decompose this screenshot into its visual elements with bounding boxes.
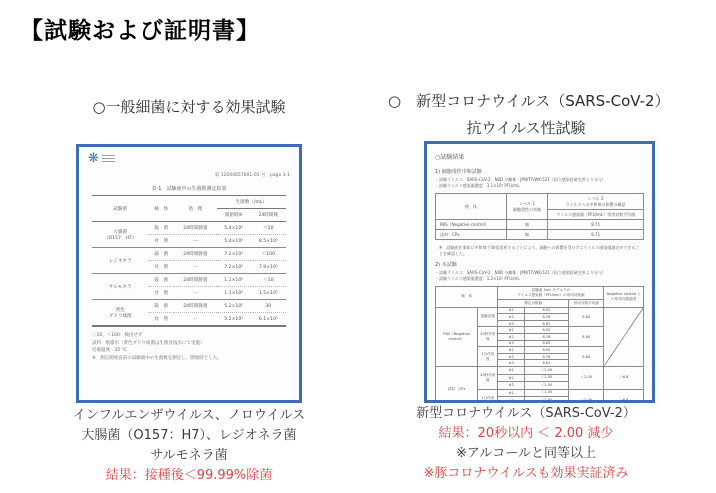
- cell: 5.4×10⁵: [217, 235, 251, 248]
- col-header-level2-sub: ウイルス感染価（PFU/mL）常用対数平均値: [548, 210, 644, 220]
- cell: 24時間静置: [174, 274, 217, 287]
- maintest-bullet: ・試験ウイルス：SARS-CoV-2 NIID 分離株：JPN/TY/WK-521（国立感染症研究所より分与）: [435, 270, 606, 276]
- header-line: レベル 2: [587, 195, 604, 201]
- cell: 無: [506, 230, 548, 240]
- meas-value: 8.92: [524, 307, 568, 314]
- cell: 7.2×10⁵: [217, 248, 251, 261]
- meas-value: ＜2.00: [524, 397, 568, 403]
- header-line: レベル 1: [519, 200, 535, 206]
- table-row: [92, 274, 286, 287]
- meas-value: 8.81: [524, 360, 568, 367]
- meas-value: ＜2.00: [524, 366, 568, 374]
- result-heading: ○試験結果: [435, 154, 465, 161]
- bacteria-name: [92, 300, 148, 327]
- caption-line: 大腸菌（O157：H7）、レジオネラ菌: [81, 428, 297, 444]
- caption-line: 新型コロナウイルス（SARS-CoV-2）: [416, 406, 636, 421]
- certificate-frame-sarscov2: [424, 141, 655, 403]
- virus-report-document: [427, 144, 652, 403]
- meas-id: #1: [498, 307, 524, 314]
- cell: 5.2×10⁵: [217, 300, 251, 313]
- footnote: 培養温度：35 ℃: [92, 348, 127, 354]
- cell: 5.2×10⁵: [217, 313, 251, 327]
- bacteria-table-title: 表-1 試験液中の生菌数測定結果: [151, 186, 227, 192]
- meas-value: 8.78: [524, 333, 568, 340]
- time-label: 20秒作用後: [478, 366, 498, 389]
- result-line: 結果：接種後＜99.99%除菌: [105, 468, 273, 484]
- cell: 1.1×10⁵: [217, 287, 251, 300]
- meas-value: ＜2.00: [524, 374, 568, 382]
- pretest-title: 1) 細胞毒性中和試験: [435, 169, 482, 175]
- col-header-start: 開始時※: [217, 209, 251, 222]
- avg-value: ＜2.00: [569, 389, 604, 403]
- right-section-heading-line1: ○ 新型コロナウイルス（SARS-CoV-2）: [388, 92, 670, 110]
- maintest-title: 2) 本試験: [435, 262, 457, 269]
- bacteria-name-line2: ブドウ球菌: [108, 313, 132, 319]
- bacteria-report-document: [79, 147, 299, 363]
- table-row: [436, 307, 644, 314]
- cell: ー: [174, 287, 217, 300]
- lab-logo-icon: ❋: [88, 151, 99, 166]
- diff-value: ＞6.8: [604, 389, 644, 403]
- meas-id: #2: [498, 374, 524, 382]
- main-test-table: [435, 286, 644, 403]
- meas-id: #3: [498, 340, 524, 347]
- meas-id: #1: [498, 389, 524, 397]
- bacteria-name-line1: 大腸菌: [113, 229, 128, 235]
- cell: 無: [506, 220, 548, 230]
- table-row: [436, 220, 644, 230]
- cell: 24時間静置: [174, 222, 217, 235]
- cell: 対 照: [148, 261, 174, 274]
- meas-value: ＜2.00: [524, 382, 568, 390]
- meas-value: 8.92: [524, 347, 568, 354]
- meas-id: #3: [498, 360, 524, 367]
- meas-id: #3: [498, 320, 524, 327]
- bacteria-name-line1: レジオネラ: [108, 258, 132, 264]
- avg-value: ＜2.00: [569, 366, 604, 389]
- cell: 7.9×10⁵: [251, 261, 286, 274]
- cell: 対 照: [148, 313, 174, 327]
- caption-line: ※アルコールと同等以上: [455, 446, 597, 462]
- header-line: 試験液 5mL モデルでの: [531, 288, 571, 293]
- cell: 殺 菌: [148, 248, 174, 261]
- header-line: ウイルス感染価（PFU/mL）の常用対数値: [517, 293, 585, 298]
- result-line: 結果：20秒以内 ＜ 2.00 減少: [438, 426, 614, 442]
- bacteria-name-line1: 黄色: [115, 307, 125, 313]
- meas-value: 8.81: [524, 320, 568, 327]
- cell: ＜10: [251, 274, 286, 287]
- caption-line: サルモネラ菌: [150, 448, 228, 464]
- bacteria-name: [92, 274, 148, 300]
- cell: ＜10: [251, 222, 286, 235]
- cell: 8.71: [548, 230, 644, 240]
- footnote: 試料：噴霧水（黄色ブドウ球菌は生理食塩水にて実施）: [92, 340, 205, 346]
- lab-logo-text-lines: [102, 155, 115, 156]
- meas-id: #2: [498, 333, 524, 340]
- time-label: 1分作用後: [478, 347, 498, 367]
- cell: ー: [174, 313, 217, 327]
- cell: 5.4×10⁵: [217, 222, 251, 235]
- col-header-treatment: 処 理: [174, 196, 217, 222]
- cell: 1.1×10⁵: [217, 274, 251, 287]
- meas-value: 8.82: [524, 340, 568, 347]
- certificate-frame-bacteria: [76, 144, 302, 403]
- table-row: [92, 248, 286, 261]
- report-footnotes: [92, 332, 288, 363]
- time-label: 接触直後: [478, 307, 498, 327]
- col-header-measured: 測定対数値: [498, 299, 569, 307]
- meas-value: ＜2.00: [524, 389, 568, 397]
- avg-value: 8.84: [569, 347, 604, 367]
- cell: 殺 菌: [148, 300, 174, 313]
- diff-value: ＞6.8: [604, 366, 644, 389]
- doc-ref-number: 第 12044657001-01 号 page 3-1: [214, 173, 290, 178]
- table-row: [436, 230, 644, 240]
- table-row: [92, 300, 286, 313]
- bacteria-name-line2: （O157：H7）: [103, 235, 137, 241]
- bacteria-name: [92, 248, 148, 274]
- table-header-row: [92, 196, 286, 209]
- col-header-count-group: 生菌数（/mL）: [217, 196, 286, 209]
- col-header-specimen: 検 体: [436, 287, 498, 307]
- meas-id: #3: [498, 382, 524, 390]
- meas-id: #2: [498, 353, 524, 360]
- maintest-bullet: ・試験ウイルス感染価濃度：1.2×10⁷ PFU/mL: [435, 276, 520, 282]
- avg-value: 8.84: [569, 327, 604, 347]
- pretest-bullet: ・試験ウイルス感染価濃度：3.1×10⁵ PFU/mL: [435, 183, 520, 188]
- footnote: ※ 測定開始直前の試験液中の生菌数を測定し、開始時とした。: [92, 355, 222, 361]
- header-line: ウイルスへの中和剤の影響の確認: [565, 201, 626, 207]
- bacteria-name-line1: サルモネラ: [108, 284, 132, 290]
- cell: ー: [174, 235, 217, 248]
- pretest-note: ※ 試験液を事前に中和剤で30倍希釈することにより、細胞への影響を受けずにウイルス感染価測定ができることを確認した。: [439, 245, 640, 257]
- table-row: [436, 366, 644, 374]
- col-header-mid: [498, 287, 604, 300]
- meas-value: 8.92: [524, 327, 568, 334]
- time-label: 1分作用後: [478, 389, 498, 403]
- cell: 30: [251, 300, 286, 313]
- left-caption: [52, 406, 326, 487]
- bacteria-table: [92, 195, 286, 327]
- neutralization-table: [435, 193, 644, 240]
- meas-value: 8.76: [524, 314, 568, 321]
- col-header-bacteria: 試験菌: [92, 196, 148, 222]
- cell: 6.1×10⁵: [251, 313, 286, 327]
- lab-logo-row: [88, 152, 290, 170]
- cell: 殺 菌: [148, 274, 174, 287]
- col-header-diff: Negative control との常用対数値差: [604, 287, 644, 307]
- time-label: 20秒作用後: [478, 327, 498, 347]
- cell: 24時間静置: [174, 248, 217, 261]
- cell: 8.71: [548, 220, 644, 230]
- right-section-heading-line2: 抗ウイルス性試験: [466, 119, 586, 137]
- col-header-level1: [506, 194, 548, 220]
- header-line: 細胞毒性の有無: [513, 206, 542, 212]
- meas-id: #2: [498, 397, 524, 403]
- diff-diagonal-cell: [604, 307, 644, 366]
- cell: 24時間静置: [174, 300, 217, 313]
- specimen-cpx: 試料 CPx: [436, 366, 478, 403]
- cell: 試料 CPx: [436, 230, 507, 240]
- cell: 殺 菌: [148, 222, 174, 235]
- table-header-row: [436, 287, 644, 300]
- table-header-row: [436, 194, 644, 210]
- col-header-average: 常用対数平均値: [569, 299, 604, 307]
- cell: 8.5×10⁵: [251, 235, 286, 248]
- bacteria-name: [92, 222, 148, 248]
- cell: ＜100: [251, 248, 286, 261]
- page-title: 【試験および証明書】: [20, 18, 260, 44]
- right-caption: [384, 404, 668, 485]
- specimen-pbs: PBS（Negative control）: [436, 307, 478, 366]
- right-section-heading: [388, 88, 670, 142]
- col-header-specimen: 検 体: [436, 194, 507, 220]
- cell: ー: [174, 261, 217, 274]
- meas-id: #1: [498, 327, 524, 334]
- cell: PBS（Negative control）: [436, 220, 507, 230]
- result-line: ※豚コロナウイルスも効果実証済み: [423, 466, 629, 482]
- footnote: ＜10、＜100：検出せず: [92, 333, 143, 338]
- left-section-heading: ○一般細菌に対する効果試験: [92, 98, 286, 116]
- meas-value: 8.78: [524, 353, 568, 360]
- cell: 7.2×10⁵: [217, 261, 251, 274]
- col-header-level2: [548, 194, 644, 210]
- meas-id: #1: [498, 347, 524, 354]
- table-row: [92, 222, 286, 235]
- avg-value: 8.83: [569, 307, 604, 327]
- cell: 1.5×10⁵: [251, 287, 286, 300]
- meas-id: #2: [498, 314, 524, 321]
- cell: 対 照: [148, 287, 174, 300]
- cell: 対 照: [148, 235, 174, 248]
- col-header-after: 24時間後: [251, 209, 286, 222]
- caption-line: インフルエンザウイルス、ノロウイルス: [72, 408, 306, 423]
- meas-id: #1: [498, 366, 524, 374]
- col-header-specimen: 検 体: [148, 196, 174, 222]
- pretest-bullet: ・試験ウイルス：SARS-CoV-2 NIID 分離株：JPN/TY/WK-521（国立感染症研究所より分与）: [435, 177, 606, 182]
